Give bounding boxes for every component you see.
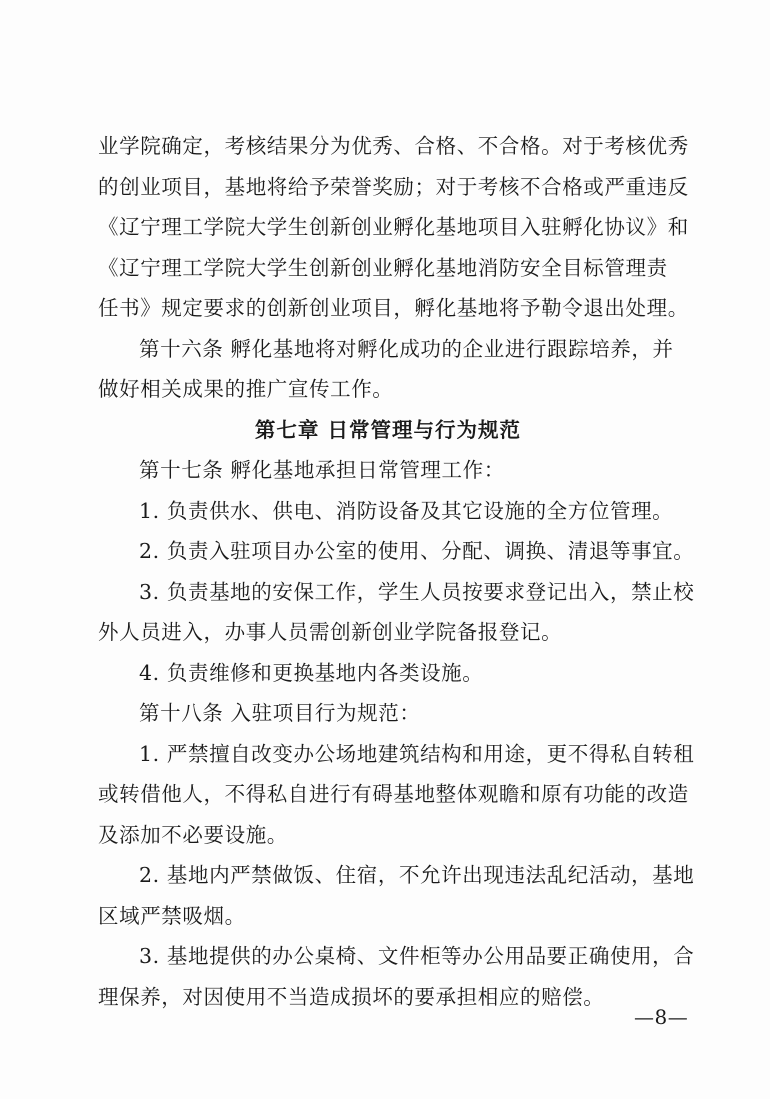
- list-item: 2. 负责入驻项目办公室的使用、分配、调换、清退等事宜。: [139, 539, 695, 563]
- list-item-continuation: 外人员进入，办事人员需创新创业学院备报登记。: [98, 620, 563, 644]
- page-number: —8—: [634, 1005, 689, 1029]
- list-item: 2. 基地内严禁做饭、住宿，不允许出现违法乱纪活动，基地: [139, 863, 695, 887]
- list-item: 3. 负责基地的安保工作，学生人员按要求登记出入，禁止校: [139, 579, 695, 604]
- text-line: 《辽宁理工学院大学生创新创业孵化基地项目入驻孵化协议》和: [98, 215, 689, 239]
- paragraph-continuation: [98, 126, 689, 329]
- article-title: 第十七条 孵化基地承担日常管理工作：: [139, 458, 505, 482]
- list-item: 3. 基地提供的办公桌椅、文件柜等办公用品要正确使用，合: [139, 944, 695, 968]
- text-line: 做好相关成果的推广宣传工作。: [98, 377, 394, 401]
- text-line: 的创业项目，基地将给予荣誉奖励；对于考核不合格或严重违反: [98, 174, 689, 199]
- list-item-continuation: 或转借他人，不得私自进行有碍基地整体观瞻和原有功能的改造: [98, 782, 689, 806]
- list-item: 1. 严禁擅自改变办公场地建筑结构和用途，更不得私自转租: [139, 741, 695, 766]
- text-line: 业学院确定，考核结果分为优秀、合格、不合格。对于考核优秀: [98, 134, 689, 158]
- text-line: 第十六条 孵化基地将对孵化成功的企业进行跟踪培养，并: [139, 336, 674, 361]
- article-18: [98, 693, 695, 1017]
- text-line: 任书》规定要求的创新创业项目，孵化基地将予勒令退出处理。: [98, 296, 689, 320]
- list-item: 1. 负责供水、供电、消防设备及其它设施的全方位管理。: [139, 498, 674, 523]
- chapter-heading: 第七章 日常管理与行为规范: [254, 417, 522, 442]
- document-body: [98, 126, 695, 1017]
- article-17: [98, 450, 695, 693]
- list-item-continuation: 区域严禁吸烟。: [98, 903, 246, 928]
- text-line: 《辽宁理工学院大学生创新创业孵化基地消防安全目标管理责: [98, 255, 668, 280]
- article-title: 第十八条 入驻项目行为规范：: [139, 701, 421, 725]
- list-item-continuation: 及添加不必要设施。: [98, 822, 288, 847]
- list-item-continuation: 理保养，对因使用不当造成损坏的要承担相应的赔偿。: [98, 984, 605, 1009]
- list-item: 4. 负责维修和更换基地内各类设施。: [139, 660, 484, 685]
- article-16: [98, 329, 678, 410]
